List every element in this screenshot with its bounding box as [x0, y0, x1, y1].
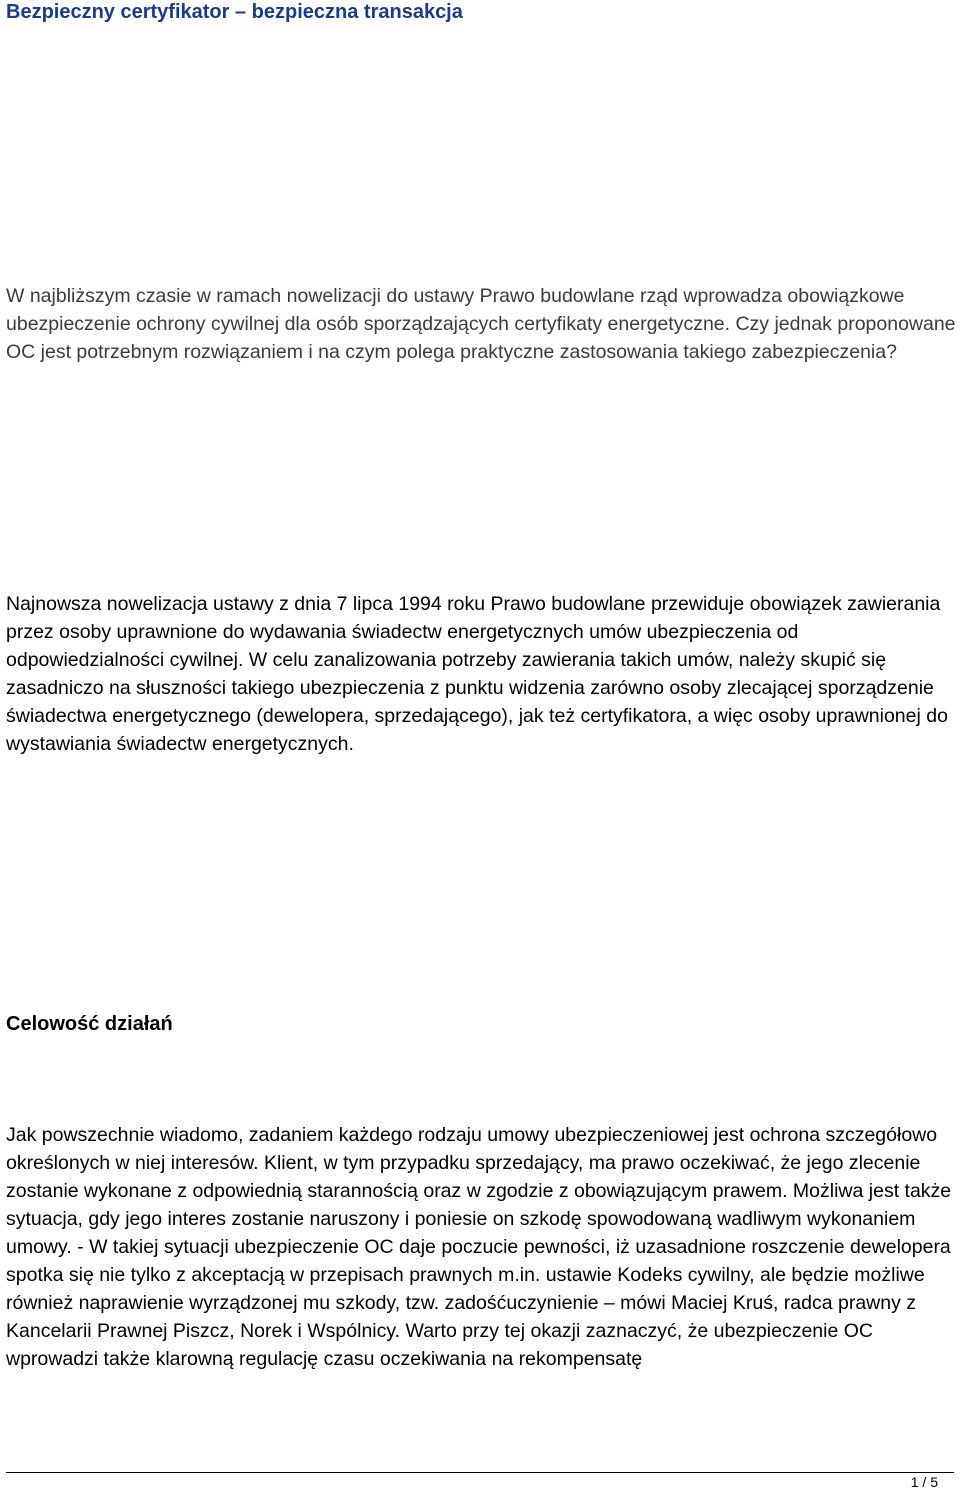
document-header-title: Bezpieczny certyfikator – bezpieczna transakcja [6, 1, 463, 23]
body-paragraph-1: Najnowsza nowelizacja ustawy z dnia 7 lipca 1994 roku Prawo budowlane przewiduje obowiązek zawierania przez osoby uprawnione do wydawania świadectw energetycznych umów ubezpieczenia od odpowiedzialności cywilnej. W celu zanalizowania potrzeby zawierania takich umów, należy skupić się zasadniczo na słuszności takiego ubezpieczenia z punktu widzenia zarówno osoby zlecającej sporządzenie świadectwa energetycznego (dewelopera, sprzedającego), jak też certyfikatora, a więc osoby uprawnionej do wystawiania świadectw energetycznych. [6, 593, 948, 755]
lead-paragraph: W najbliższym czasie w ramach nowelizacji do ustawy Prawo budowlane rząd wprowadza obowiązkowe ubezpieczenie ochrony cywilnej dla osób sporządzających certyfikaty energetyczne. Czy jednak proponowane OC jest potrzebnym rozwiązaniem i na czym polega praktyczne zastosowania takiego zabezpieczenia? [6, 285, 956, 363]
body-paragraph-2: Jak powszechnie wiadomo, zadaniem każdego rodzaju umowy ubezpieczeniowej jest ochrona szczegółowo określonych w niej interesów. Klient, w tym przypadku sprzedający, ma prawo oczekiwać, że jego zlecenie zostanie wykonane z odpowiednią starannością oraz w zgodzie z obowiązującym prawem. Możliwa jest także sytuacja, gdy jego interes zostanie naruszony i poniesie on szkodę spowodowaną wadliwym wykonaniem umowy. - W takiej sytuacji ubezpieczenie OC daje poczucie pewności, iż uzasadnione roszczenie dewelopera spotka się nie tylko z akceptacją w przepisach prawnych m.in. ustawie Kodeks cywilny, ale będzie możliwe również naprawienie wyrządzonej mu szkody, tzw. zadośćuczynienie – mówi Maciej Kruś, radca prawny z Kancelarii Prawnej Piszcz, Norek i Wspólnicy. Warto przy tej okazji zaznaczyć, że ubezpieczenie OC wprowadzi także klarowną regulację czasu oczekiwania na rekompensatę [6, 1124, 952, 1370]
section-heading: Celowość działań [6, 1013, 173, 1035]
footer-divider [6, 1472, 954, 1473]
page-number: 1 / 5 [910, 1474, 938, 1490]
